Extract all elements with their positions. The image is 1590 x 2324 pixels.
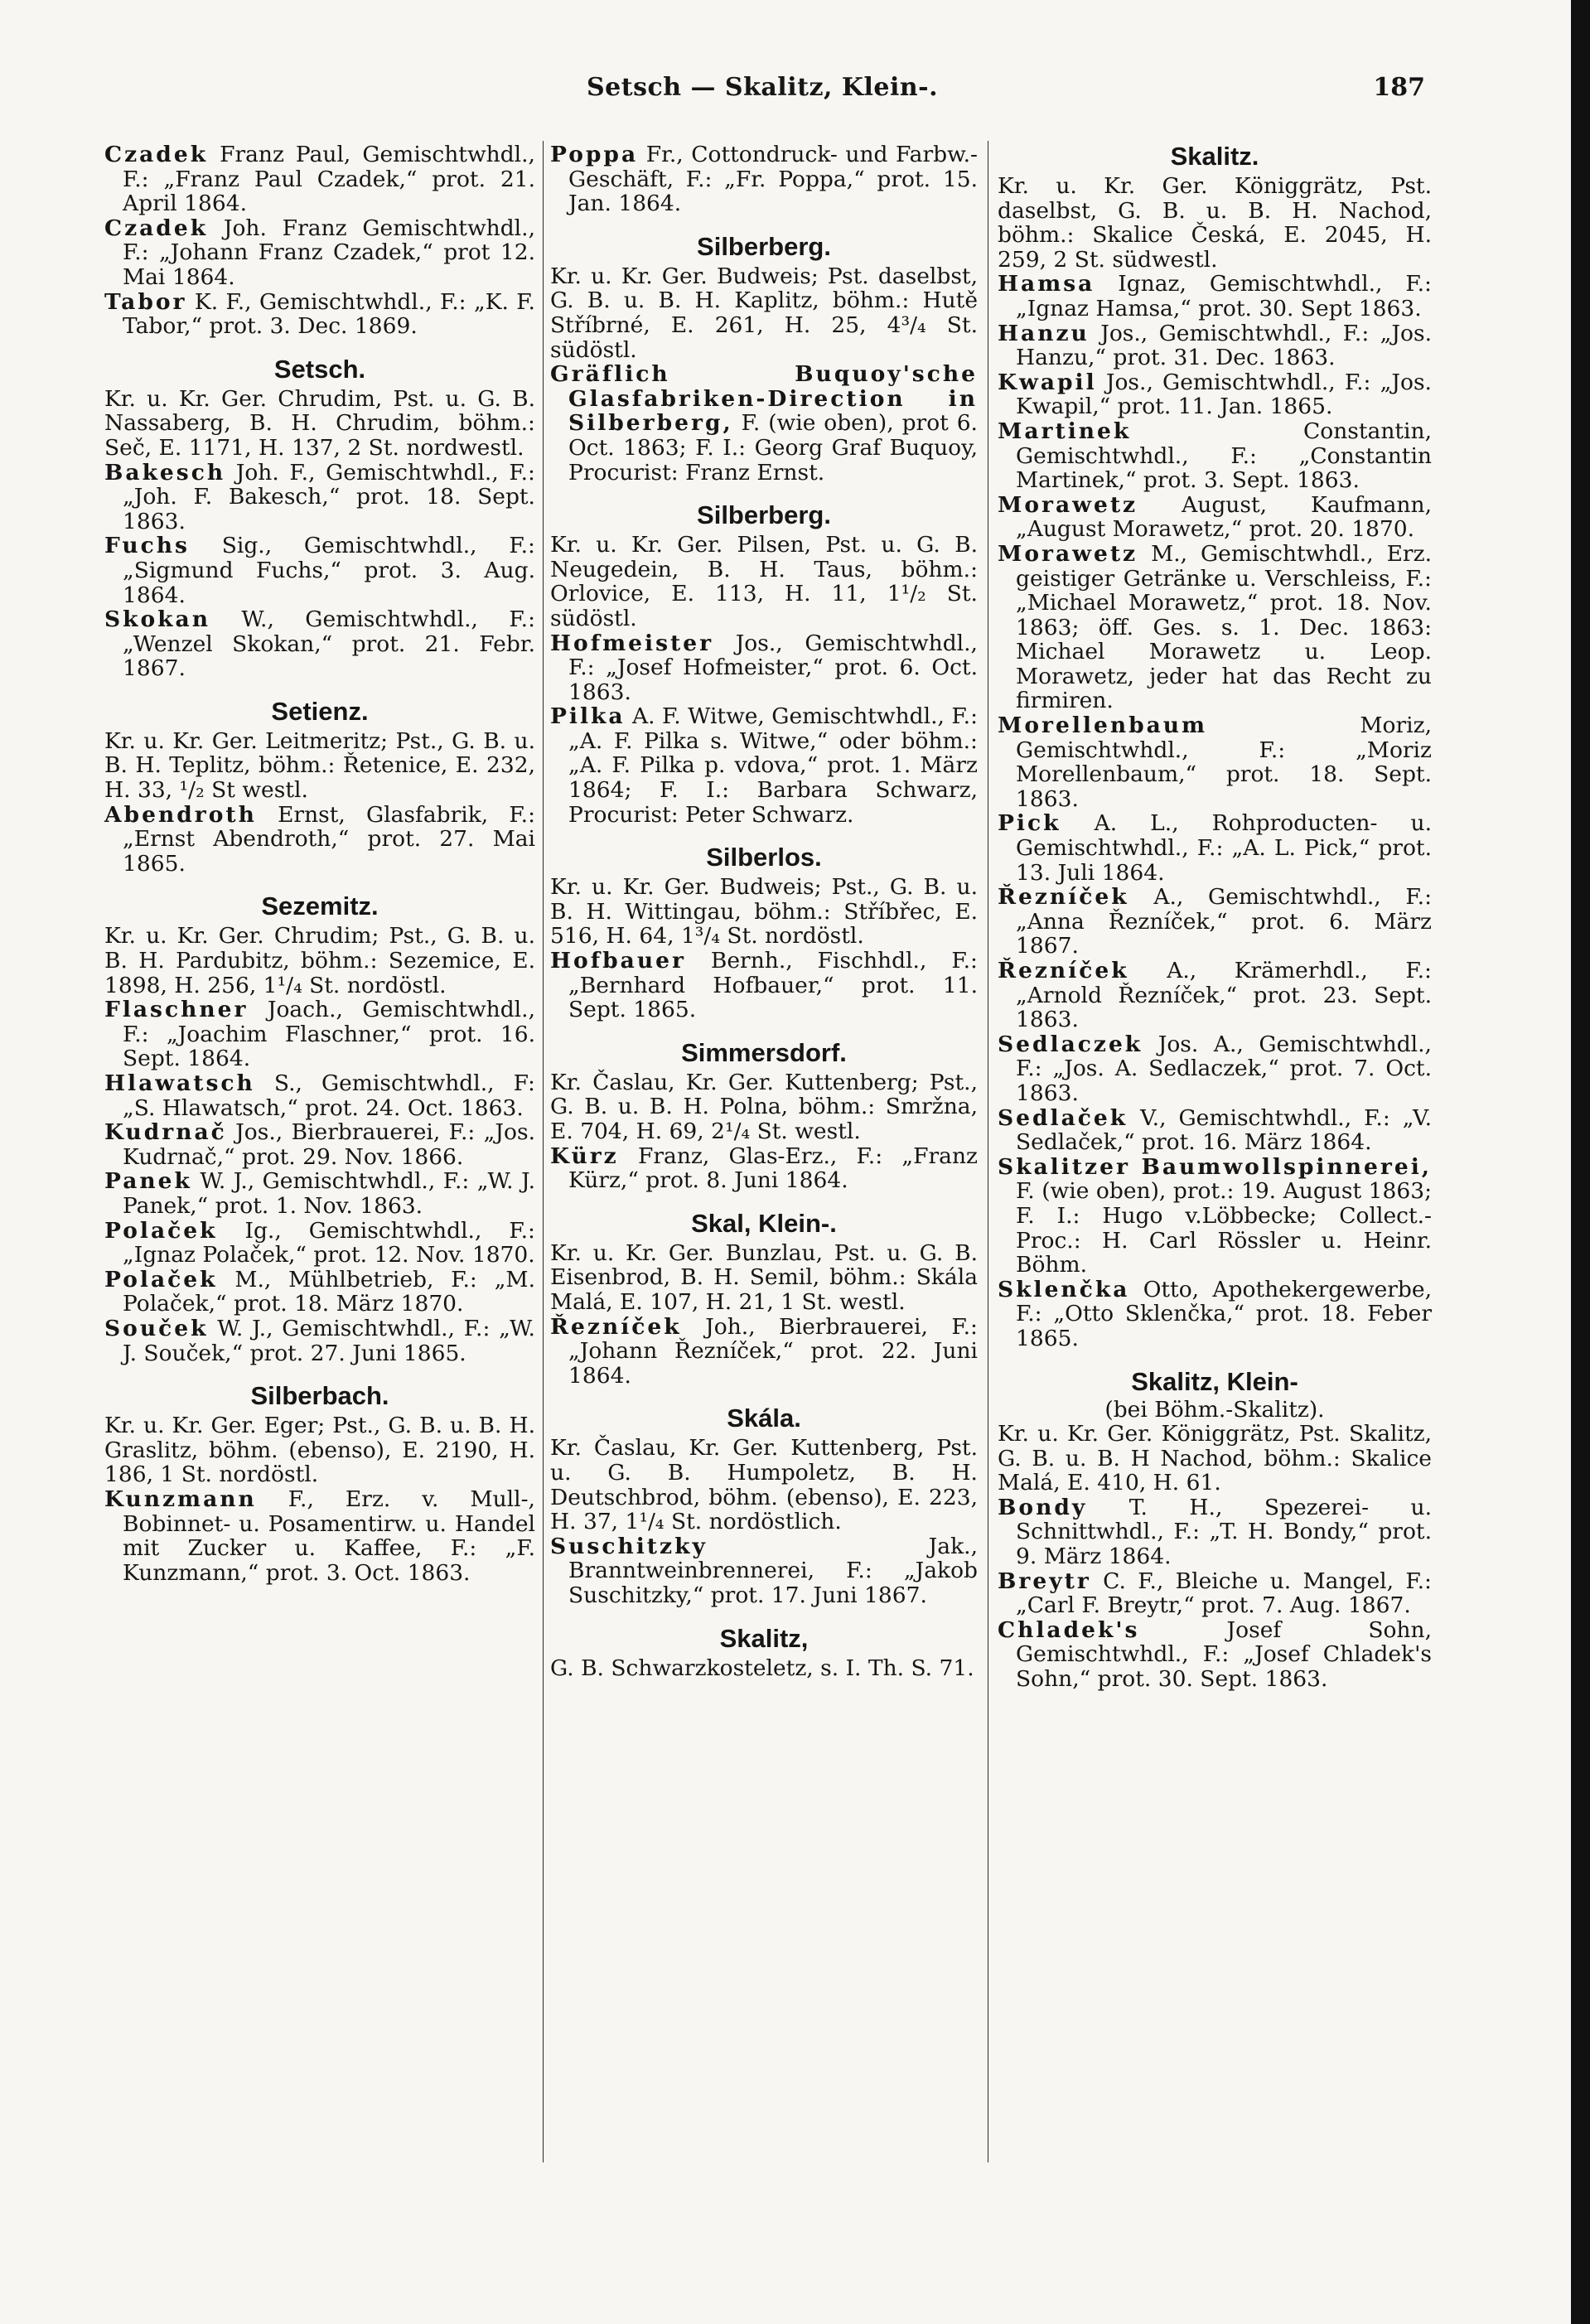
firm-details: Jak., Branntweinbrennerei, F.: „Jakob Suschitzky,“ prot. 17. Juni 1867.	[568, 1533, 978, 1608]
firm-details: Ig., Gemischtwhdl., F.: „Ignaz Polaček,“ prot. 12. Nov. 1870.	[123, 1217, 535, 1268]
firm-name: Sedlaczek	[998, 1031, 1143, 1057]
firm-name: Polaček	[104, 1266, 218, 1292]
firm-name: Morawetz	[998, 491, 1138, 518]
firm-name: Czadek	[104, 142, 209, 167]
place-description: Kr. u. Kr. Ger. Leitmeritz; Pst., G. B. u. B. H. Teplitz, böhm.: Řetenice, E. 232, H. 33, ¹/₂ St westl.	[104, 727, 535, 804]
place-description: Kr. u. Kr. Ger. Chrudim, Pst. u. G. B. Nassaberg, B. H. Chrudim, böhm.: Seč, E. 1171, H. 137, 2 St. nordwestl.	[104, 385, 535, 461]
firm-entry	[104, 143, 535, 216]
firm-details: M., Gemischtwhdl., Erz. geistiger Getränke u. Verschleiss, F.: „Michael Morawetz,“ prot. 18. Nov. 1863; öff. Ges. s. 1. Dec. 1863: Michael Morawetz u. Leop. Morawetz, jeder hat das Recht zu firmiren.	[1016, 540, 1432, 714]
firm-name: Pilka	[550, 703, 626, 730]
place-description: Kr. Časlau, Kr. Ger. Kuttenberg, Pst. u. G. B. Humpoletz, B. H. Deutschbrod, böhm. (ebenso), E. 223, H. 37, 1¹/₄ St. nordöstlich.	[550, 1435, 978, 1535]
place-description: Kr. u. Kr. Ger. Chrudim; Pst., G. B. u. B. H. Pardubitz, böhm.: Sezemice, E. 1898, H. 256, 1¹/₄ St. nordöstl.	[104, 923, 535, 998]
firm-name: Řezníček	[998, 958, 1129, 983]
firm-name: Flaschner	[104, 997, 249, 1023]
firm-entry	[998, 419, 1432, 493]
firm-name: Czadek	[104, 215, 209, 241]
firm-name: Řezníček	[998, 884, 1129, 911]
column-rule-left	[543, 141, 544, 2162]
firm-name: Gräflich Buquoy'sche Glasfabriken-Direction in Silberberg,	[550, 361, 978, 437]
firm-details: F., Erz. v. Mull-, Bobinnet- u. Posamentirw. u. Handel mit Zucker u. Kaffee, F.: „F. Kunzmann,“ prot. 3. Oct. 1863.	[123, 1486, 535, 1586]
firm-details: T. H., Spezerei- u. Schnittwhdl., F.: „T. H. Bondy,“ prot. 9. März 1864.	[1016, 1494, 1432, 1570]
firm-name: Poppa	[550, 142, 639, 167]
firm-name: Bakesch	[104, 459, 226, 486]
firm-name: Morawetz	[998, 540, 1138, 567]
place-heading: Silberberg.	[697, 231, 831, 261]
firm-entry	[104, 607, 535, 681]
column-1	[104, 143, 535, 1585]
firm-details: K. F., Gemischtwhdl., F.: „K. F. Tabor,“ prot. 3. Dec. 1869.	[123, 288, 535, 340]
firm-details: Jos. A., Gemischtwhdl., F.: „Jos. A. Sedlaczek,“ prot. 7. Oct. 1863.	[1016, 1031, 1432, 1106]
firm-entry	[998, 272, 1432, 321]
firm-details: Ernst, Glasfabrik, F.: „Ernst Abendroth,“ prot. 27. Mai 1865.	[123, 801, 535, 877]
place-subheading: (bei Böhm.-Skalitz).	[1104, 1396, 1325, 1423]
firm-entry	[998, 1618, 1432, 1692]
firm-details: Ignaz, Gemischtwhdl., F.: „Ignaz Hamsa,“ prot. 30. Sept 1863.	[1016, 271, 1432, 321]
page-header	[99, 73, 1425, 114]
firm-name: Hofbauer	[550, 948, 686, 974]
firm-details: V., Gemischtwhdl., F.: „V. Sedlaček,“ prot. 16. März 1864.	[1016, 1104, 1432, 1156]
firm-name: Fuchs	[104, 533, 190, 559]
place-description: Kr. u. Kr. Ger. Pilsen, Pst. u. G. B. Neugedein, B. H. Taus, böhm.: Orlovice, E. 113, H. 11, 1¹/₂ St. südöstl.	[550, 532, 978, 631]
firm-name: Panek	[104, 1168, 192, 1195]
firm-name: Řezníček	[550, 1313, 682, 1340]
place-heading: Skalitz.	[1170, 142, 1259, 171]
firm-entry	[104, 1268, 535, 1317]
place-heading: Sezemitz.	[261, 891, 379, 921]
firm-name: Hlawatsch	[104, 1070, 255, 1096]
place-heading: Skála.	[727, 1404, 801, 1433]
column-3	[998, 143, 1432, 1692]
firm-entry	[550, 704, 978, 827]
firm-entry	[998, 1032, 1432, 1106]
place-heading: Silberlos.	[706, 843, 822, 872]
place-description: Kr. Časlau, Kr. Ger. Kuttenberg; Pst., G. B. u. B. H. Polna, böhm.: Smržna, E. 704, H. 69, 2¹/₄ St. westl.	[550, 1069, 978, 1144]
firm-entry	[104, 216, 535, 290]
place-heading: Silberbach.	[250, 1381, 389, 1411]
firm-entry	[104, 1487, 535, 1585]
firm-details: Moriz, Gemischtwhdl., F.: „Moriz Morellenbaum,“ prot. 18. Sept. 1863.	[1016, 713, 1432, 812]
firm-name: Skalitzer Baumwollspinnerei,	[998, 1153, 1432, 1180]
column-2	[550, 143, 978, 1680]
firm-entry	[998, 959, 1432, 1032]
firm-entry	[550, 1534, 978, 1608]
firm-details: W. J., Gemischtwhdl., F.: „W. J. Souček,“ prot. 27. Juni 1865.	[123, 1315, 535, 1366]
firm-details: Bernh., Fischhdl., F.: „Bernhard Hofbauer,“ prot. 11. Sept. 1865.	[568, 948, 978, 1023]
firm-entry	[998, 1495, 1432, 1569]
firm-entry	[998, 1569, 1432, 1618]
firm-entry	[104, 534, 535, 607]
place-description: Kr. u. Kr. Ger. Königgrätz, Pst. daselbst, G. B. u. B. H. Nachod, böhm.: Skalice Česká, E. 2045, H. 259, 2 St. südwestl.	[998, 173, 1432, 273]
firm-name: Polaček	[104, 1217, 218, 1244]
firm-name: Hamsa	[998, 271, 1095, 297]
firm-entry	[998, 370, 1432, 419]
firm-entry	[998, 811, 1432, 885]
firm-name: Bondy	[998, 1494, 1088, 1520]
firm-details: F. (wie oben), prot 6. Oct. 1863; F. I.: Georg Graf Buquoy, Procurist: Franz Ernst.	[568, 410, 978, 486]
firm-entry	[998, 493, 1432, 542]
firm-name: Kudrnač	[104, 1119, 227, 1146]
firm-name: Souček	[104, 1315, 209, 1341]
firm-name: Abendroth	[104, 801, 257, 828]
place-description: Kr. u. Kr. Ger. Bunzlau, Pst. u. G. B. Eisenbrod, B. H. Semil, böhm.: Skála Malá, E. 107, H. 21, 1 St. westl.	[550, 1239, 978, 1315]
firm-details: Jos., Gemischtwhdl., F.: „Jos. Kwapil,“ prot. 11. Jan. 1865.	[1016, 369, 1432, 420]
firm-entry	[104, 998, 535, 1071]
firm-details: W. J., Gemischtwhdl., F.: „W. J. Panek,“ prot. 1. Nov. 1863.	[123, 1168, 535, 1219]
firm-name: Sklenčka	[998, 1276, 1130, 1302]
place-heading: Skalitz, Klein-	[1131, 1366, 1298, 1396]
firm-details: A. L., Rohproducten- u. Gemischtwhdl., F.: „A. L. Pick,“ prot. 13. Juli 1864.	[1016, 810, 1432, 886]
place-description: Kr. u. Kr. Ger. Eger; Pst., G. B. u. B. H. Graslitz, böhm. (ebenso), E. 2190, H. 186, 1 St. nordöstl.	[104, 1413, 535, 1488]
firm-details: Franz, Glas-Erz., F.: „Franz Kürz,“ prot. 8. Juni 1864.	[568, 1143, 978, 1194]
firm-details: M., Mühlbetrieb, F.: „M. Polaček,“ prot. 18. März 1870.	[123, 1266, 535, 1317]
firm-entry	[998, 1278, 1432, 1351]
firm-details: August, Kaufmann, „August Morawetz,“ prot. 20. 1870.	[1016, 491, 1432, 543]
place-description: Kr. u. Kr. Ger. Budweis; Pst. daselbst, G. B. u. B. H. Kaplitz, böhm.: Hutě Stříbrné, E. 261, H. 25, 4³/₄ St. südöstl.	[550, 263, 978, 363]
firm-name: Kürz	[550, 1143, 619, 1169]
place-heading: Skalitz,	[719, 1623, 809, 1653]
firm-entry	[104, 1071, 535, 1120]
place-heading: Setsch.	[273, 354, 366, 384]
firm-details: Constantin, Gemischtwhdl., F.: „Constantin Martinek,“ prot. 3. Sept. 1863.	[1016, 418, 1432, 494]
firm-entry	[550, 949, 978, 1022]
firm-entry	[550, 631, 978, 705]
firm-entry	[104, 1219, 535, 1268]
firm-details: Joh. Franz Gemischtwhdl., F.: „Johann Franz Czadek,“ prot 12. Mai 1864.	[123, 215, 535, 290]
place-heading: Simmersdorf.	[681, 1037, 847, 1067]
firm-details: Joach., Gemischtwhdl., F.: „Joachim Flaschner,“ prot. 16. Sept. 1864.	[123, 997, 535, 1072]
firm-details: A. F. Witwe, Gemischtwhdl., F.: „A. F. Pilka s. Witwe,“ oder böhm.: „A. F. Pilka p. vdova,“ prot. 1. März 1864; F. I.: Barbara Schwarz, Procurist: Peter Schwarz.	[568, 703, 978, 828]
firm-details: Sig., Gemischtwhdl., F.: „Sigmund Fuchs,“ prot. 3. Aug. 1864.	[123, 533, 535, 608]
firm-entry	[998, 885, 1432, 959]
firm-details: C. F., Bleiche u. Mangel, F.: „Carl F. Breytr,“ prot. 7. Aug. 1867.	[1016, 1568, 1432, 1619]
firm-details: Fr., Cottondruck- und Farbw.-Geschäft, F.: „Fr. Poppa,“ prot. 15. Jan. 1864.	[568, 142, 978, 217]
firm-details: S., Gemischtwhdl., F: „S. Hlawatsch,“ prot. 24. Oct. 1863.	[123, 1070, 535, 1121]
firm-entry	[104, 1169, 535, 1218]
place-heading: Silberberg.	[697, 500, 831, 530]
firm-entry	[550, 1315, 978, 1389]
firm-name: Sedlaček	[998, 1104, 1128, 1131]
running-title: Setsch — Skalitz, Klein-.	[586, 73, 939, 102]
firm-details: Otto, Apothekergewerbe, F.: „Otto Sklenčka,“ prot. 18. Feber 1865.	[1016, 1276, 1432, 1351]
firm-details: Joh. F., Gemischtwhdl., F.: „Joh. F. Bakesch,“ prot. 18. Sept. 1863.	[123, 459, 535, 534]
firm-name: Skokan	[104, 606, 210, 633]
firm-details: Jos., Gemischtwhdl., F.: „Jos. Hanzu,“ prot. 31. Dec. 1863.	[1016, 320, 1432, 371]
firm-name: Pick	[998, 810, 1061, 837]
page-number: 187	[1373, 73, 1425, 102]
firm-entry	[104, 1120, 535, 1169]
firm-details: Josef Sohn, Gemischtwhdl., F.: „Josef Chladek's Sohn,“ prot. 30. Sept. 1863.	[1016, 1616, 1432, 1693]
firm-entry	[998, 321, 1432, 370]
firm-details: Franz Paul, Gemischtwhdl., F.: „Franz Paul Czadek,“ prot. 21. April 1864.	[123, 142, 535, 217]
place-description: G. B. Schwarzkosteletz, s. I. Th. S. 71.	[550, 1655, 974, 1681]
firm-entry	[104, 1317, 535, 1365]
firm-name: Suschitzky	[550, 1533, 708, 1559]
firm-entry	[104, 461, 535, 534]
firm-details: F. (wie oben), prot.: 19. August 1863; F. I.: Hugo v.Löbbecke; Collect.-Proc.: H. Carl Rössler u. Heinr. Böhm.	[1016, 1178, 1432, 1278]
place-heading: Skal, Klein-.	[691, 1208, 837, 1238]
firm-details: W., Gemischtwhdl., F.: „Wenzel Skokan,“ prot. 21. Febr. 1867.	[123, 606, 535, 682]
firm-entry	[998, 713, 1432, 811]
firm-details: Joh., Bierbrauerei, F.: „Johann Řezníček,“ prot. 22. Juni 1864.	[568, 1313, 978, 1389]
place-description: Kr. u. Kr. Ger. Budweis; Pst., G. B. u. B. H. Wittingau, böhm.: Stříbřec, E. 516, H. 64, 1³/₄ St. nordöstl.	[550, 874, 978, 949]
firm-entry	[550, 362, 978, 485]
firm-entry	[104, 290, 535, 339]
firm-name: Chladek's	[998, 1616, 1140, 1643]
place-heading: Setienz.	[271, 696, 369, 726]
firm-entry	[998, 1155, 1432, 1278]
firm-entry	[104, 803, 535, 877]
firm-name: Breytr	[998, 1568, 1091, 1594]
firm-name: Hanzu	[998, 320, 1090, 346]
firm-name: Kunzmann	[104, 1486, 257, 1512]
firm-entry	[998, 542, 1432, 713]
firm-details: Jos., Gemischtwhdl., F.: „Josef Hofmeister,“ prot. 6. Oct. 1863.	[568, 630, 978, 705]
firm-name: Morellenbaum	[998, 713, 1208, 739]
firm-details: Jos., Bierbrauerei, F.: „Jos. Kudrnač,“ prot. 29. Nov. 1866.	[123, 1119, 535, 1170]
place-description: Kr. u. Kr. Ger. Königgrätz, Pst. Skalitz, G. B. u. B. H Nachod, böhm.: Skalice Malá, E. 410, H. 61.	[998, 1421, 1432, 1496]
firm-entry	[550, 1144, 978, 1193]
firm-entry	[550, 143, 978, 216]
firm-details: A., Gemischtwhdl., F.: „Anna Řezníček,“ prot. 6. März 1867.	[1016, 884, 1432, 959]
firm-name: Hofmeister	[550, 630, 714, 656]
firm-name: Martinek	[998, 418, 1132, 444]
firm-name: Tabor	[104, 288, 187, 315]
firm-entry	[998, 1106, 1432, 1155]
firm-name: Kwapil	[998, 369, 1097, 395]
firm-details: A., Krämerhdl., F.: „Arnold Řezníček,“ prot. 23. Sept. 1863.	[1016, 958, 1432, 1033]
